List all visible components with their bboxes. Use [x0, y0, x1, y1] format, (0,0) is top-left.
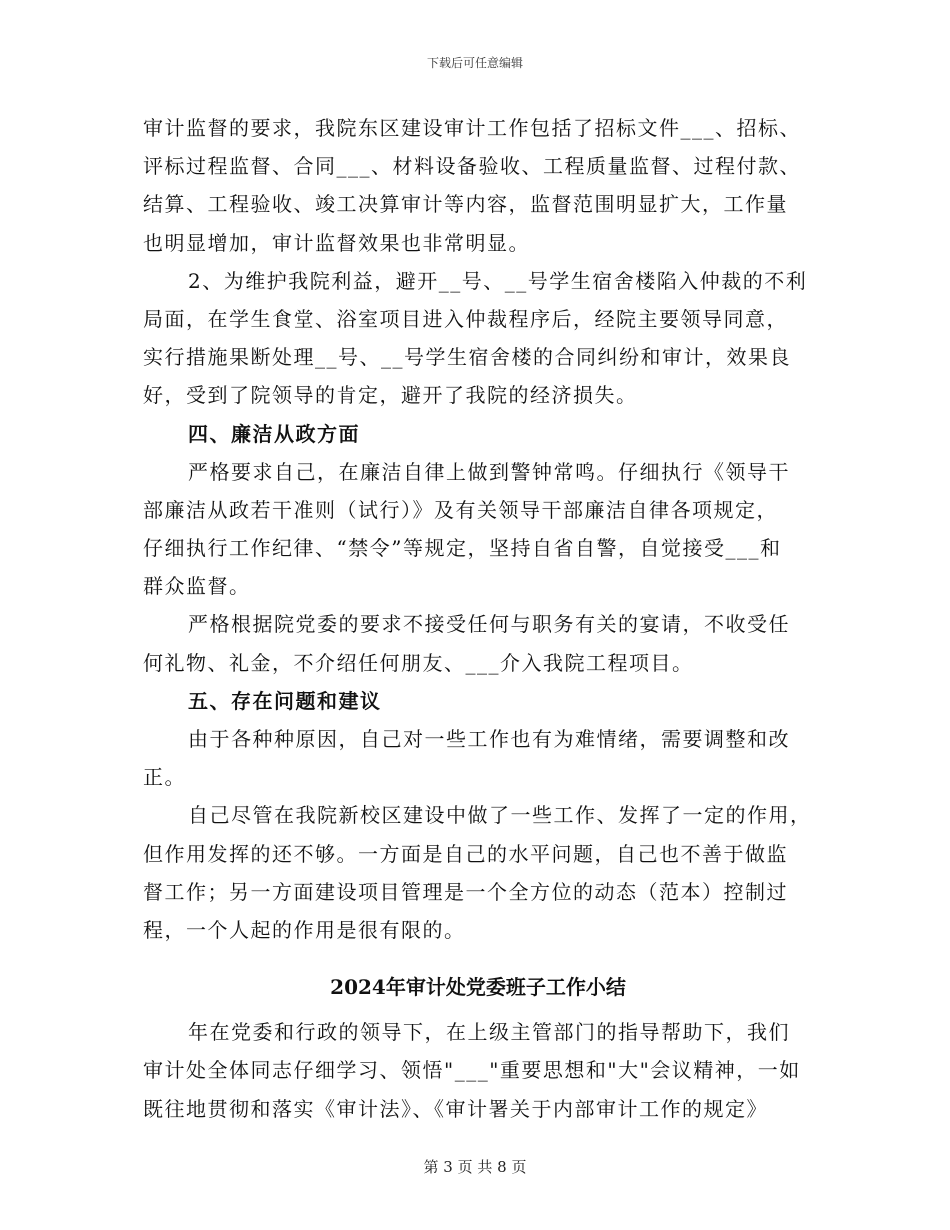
paragraph-summary-intro [143, 1013, 813, 1128]
document-body [143, 109, 813, 1128]
text-line: 程，一个人起的作用是很有限的。 [143, 917, 466, 942]
text-line: 自己尽管在我院新校区建设中做了一些工作、发挥了一定的作用， [188, 803, 812, 828]
text-line: 2、为维护我院利益，避开__号、__号学生宿舍楼陷入仲裁的不利 [188, 268, 808, 293]
text-line: 结算、工程验收、竣工决算审计等内容，监督范围明显扩大，工作量 [143, 192, 788, 217]
text-line: 既往地贯彻和落实《审计法》、《审计署关于内部审计工作的规定》 [143, 1096, 768, 1121]
section-heading-integrity: 四、廉洁从政方面 [188, 421, 360, 446]
page-number: 第 3 页 共 8 页 [423, 1158, 527, 1176]
page-header-note: 下载后可任意编辑 [426, 56, 523, 70]
text-line: 审计监督的要求，我院东区建设审计工作包括了招标文件___、招标、 [143, 116, 801, 140]
document-title: 2024年审计处党委班子工作小结 [330, 975, 626, 1000]
text-line: 督工作；另一方面建设项目管理是一个全方位的动态（范本）控制过 [143, 879, 788, 904]
text-line: 审计处全体同志仔细学习、领悟"___"重要思想和"大"会议精神，一如 [143, 1058, 801, 1083]
paragraph-no-gifts [143, 605, 813, 681]
text-line: 评标过程监督、合同___、材料设备验收、工程质量监督、过程付款、 [143, 154, 801, 179]
text-line: 部廉洁从政若干准则（试行）》及有关领导干部廉洁自律各项规定， [143, 497, 778, 522]
section-heading-problems: 五、存在问题和建议 [188, 688, 382, 713]
text-line: 也明显增加，审计监督效果也非常明显。 [143, 230, 530, 255]
paragraph-self-assessment [143, 796, 813, 949]
text-line: 严格要求自己，在廉洁自律上做到警钟常鸣。仔细执行《领导干 [188, 459, 790, 484]
text-line: 但作用发挥的还不够。一方面是自己的水平问题，自己也不善于做监 [143, 841, 788, 866]
text-line: 由于各种种原因，自己对一些工作也有为难情绪，需要调整和改 [188, 727, 790, 751]
text-line: 何礼物、礼金，不介绍任何朋友、___介入我院工程项目。 [143, 650, 694, 675]
text-line: 好，受到了院领导的肯定，避开了我院的经济损失。 [143, 383, 638, 408]
text-line: 实行措施果断处理__号、__号学生宿舍楼的合同纠纷和审计，效果良 [143, 345, 791, 370]
paragraph-item-2 [143, 262, 813, 415]
text-line: 年在党委和行政的领导下，在上级主管部门的指导帮助下，我们 [188, 1020, 790, 1045]
text-line: 局面，在学生食堂、浴室项目进入仲裁程序后，经院主要领导同意， [143, 306, 788, 331]
text-line: 群众监督。 [143, 574, 251, 599]
paragraph-audit-scope [143, 109, 813, 262]
paragraph-reasons [143, 720, 813, 796]
spacer [143, 949, 813, 967]
text-line: 严格根据院党委的要求不接受任何与职务有关的宴请，不收受任 [188, 612, 790, 637]
text-line: 正。 [143, 765, 186, 790]
paragraph-self-discipline [143, 453, 813, 606]
text-line: 仔细执行工作纪律、“禁令”等规定，坚持自省自警，自觉接受___和 [143, 536, 782, 561]
